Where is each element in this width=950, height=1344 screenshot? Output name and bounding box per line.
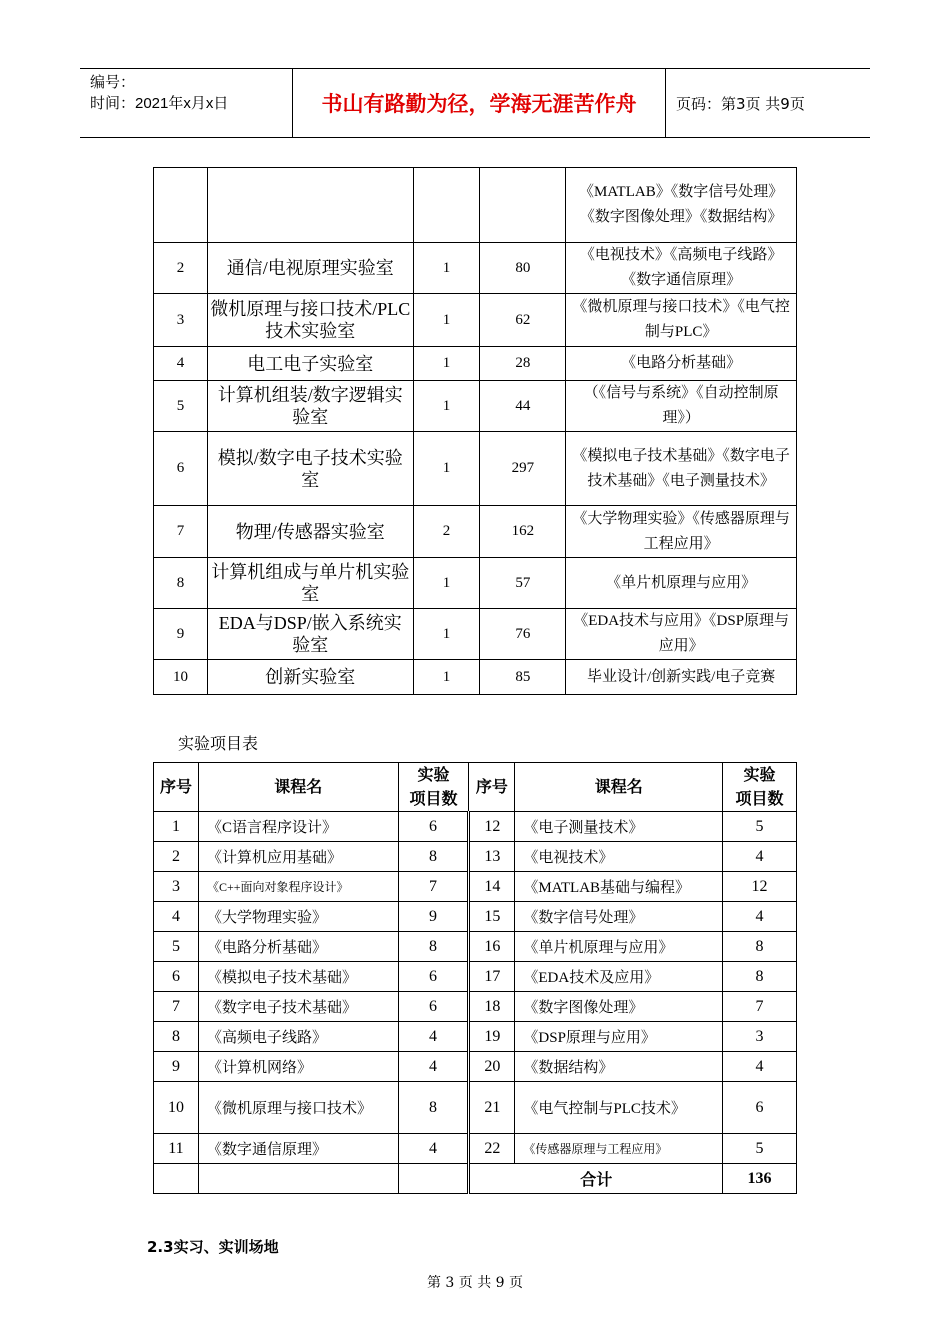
lab-count: 1 — [413, 609, 480, 660]
lab-name: 计算机组装/数字逻辑实验室 — [207, 381, 413, 432]
header-course-2: 课程名 — [515, 763, 723, 812]
lab-no: 10 — [154, 660, 208, 695]
lab-row — [154, 660, 797, 695]
exp-no: 4 — [154, 902, 199, 932]
exp-no: 7 — [154, 992, 199, 1022]
number-label: 编号： — [90, 74, 136, 91]
page-header — [80, 68, 870, 138]
experiment-table-header — [154, 763, 797, 812]
exp-course-2: 《电视技术》 — [515, 842, 723, 872]
exp-no-2: 19 — [469, 1022, 515, 1052]
exp-no: 5 — [154, 932, 199, 962]
experiment-row — [154, 1134, 797, 1164]
lab-name — [207, 168, 413, 243]
exp-no-2: 15 — [469, 902, 515, 932]
experiment-row — [154, 842, 797, 872]
lab-no: 4 — [154, 347, 208, 381]
exp-count: 4 — [398, 1134, 469, 1164]
exp-no: 6 — [154, 962, 199, 992]
lab-name: 计算机组成与单片机实验室 — [207, 558, 413, 609]
exp-count: 6 — [398, 962, 469, 992]
exp-count-2: 7 — [723, 992, 797, 1022]
section-heading: 2.3实习、实训场地 — [147, 1238, 279, 1256]
exp-no-2: 18 — [469, 992, 515, 1022]
exp-count-2: 4 — [723, 1052, 797, 1082]
lab-no: 2 — [154, 243, 208, 294]
lab-name: 模拟/数字电子技术实验室 — [207, 432, 413, 506]
lab-row — [154, 506, 797, 558]
lab-seats: 76 — [480, 609, 566, 660]
experiment-row — [154, 1022, 797, 1052]
lab-row — [154, 609, 797, 660]
lab-name: 创新实验室 — [207, 660, 413, 695]
lab-name: 通信/电视原理实验室 — [207, 243, 413, 294]
exp-no-2: 16 — [469, 932, 515, 962]
exp-count-2: 5 — [723, 1134, 797, 1164]
lab-seats: 162 — [480, 506, 566, 558]
lab-count: 1 — [413, 660, 480, 695]
exp-course: 《模拟电子技术基础》 — [198, 962, 398, 992]
exp-course: 《数字通信原理》 — [198, 1134, 398, 1164]
header-meta — [80, 69, 293, 137]
exp-course: 《C++面向对象程序设计》 — [198, 872, 398, 902]
exp-count: 8 — [398, 842, 469, 872]
exp-no-2: 20 — [469, 1052, 515, 1082]
experiment-table — [153, 762, 797, 1194]
lab-count: 1 — [413, 558, 480, 609]
exp-count: 6 — [398, 812, 469, 842]
lab-no: 3 — [154, 294, 208, 347]
exp-count-2: 8 — [723, 932, 797, 962]
time-label: 时间：2021年x月x日 — [90, 95, 229, 112]
exp-no-2: 21 — [469, 1082, 515, 1134]
lab-name: 微机原理与接口技术/PLC技术实验室 — [207, 294, 413, 347]
total-label: 合计 — [469, 1164, 723, 1194]
exp-count-2: 12 — [723, 872, 797, 902]
lab-no — [154, 168, 208, 243]
lab-row — [154, 347, 797, 381]
lab-courses: 《单片机原理与应用》 — [566, 558, 797, 609]
lab-no: 8 — [154, 558, 208, 609]
lab-courses: 《EDA技术与应用》《DSP原理与应用》 — [566, 609, 797, 660]
experiment-row — [154, 812, 797, 842]
lab-seats — [480, 168, 566, 243]
exp-count-2: 6 — [723, 1082, 797, 1134]
exp-course-2: 《数据结构》 — [515, 1052, 723, 1082]
lab-seats: 28 — [480, 347, 566, 381]
lab-courses: 《模拟电子技术基础》《数字电子技术基础》《电子测量技术》 — [566, 432, 797, 506]
header-count: 实验 项目数 — [398, 763, 469, 812]
lab-courses: 《电视技术》《高频电子线路》《数字通信原理》 — [566, 243, 797, 294]
lab-seats: 44 — [480, 381, 566, 432]
exp-no: 10 — [154, 1082, 199, 1134]
exp-course: 《计算机应用基础》 — [198, 842, 398, 872]
lab-count: 1 — [413, 432, 480, 506]
exp-count-2: 3 — [723, 1022, 797, 1052]
lab-courses: 毕业设计/创新实践/电子竞赛 — [566, 660, 797, 695]
lab-courses: 《电路分析基础》 — [566, 347, 797, 381]
exp-no: 3 — [154, 872, 199, 902]
exp-no-2: 22 — [469, 1134, 515, 1164]
total-row — [154, 1164, 797, 1194]
exp-course: 《高频电子线路》 — [198, 1022, 398, 1052]
exp-no: 11 — [154, 1134, 199, 1164]
page-label: 页码：第3页 共9页 — [676, 94, 805, 113]
lab-no: 6 — [154, 432, 208, 506]
exp-course-2: 《EDA技术及应用》 — [515, 962, 723, 992]
lab-name: EDA与DSP/嵌入系统实验室 — [207, 609, 413, 660]
exp-count-2: 8 — [723, 962, 797, 992]
experiment-row — [154, 932, 797, 962]
exp-no: 2 — [154, 842, 199, 872]
lab-seats: 80 — [480, 243, 566, 294]
exp-course: 《大学物理实验》 — [198, 902, 398, 932]
experiment-table-caption: 实验项目表 — [178, 734, 259, 753]
lab-table — [153, 167, 797, 695]
motto: 书山有路勤为径，学海无涯苦作舟 — [293, 69, 666, 137]
exp-course-2: 《MATLAB基础与编程》 — [515, 872, 723, 902]
lab-count: 1 — [413, 294, 480, 347]
exp-count: 9 — [398, 902, 469, 932]
lab-row — [154, 294, 797, 347]
exp-course: 《电路分析基础》 — [198, 932, 398, 962]
exp-no-2: 12 — [469, 812, 515, 842]
experiment-row — [154, 1082, 797, 1134]
lab-row — [154, 243, 797, 294]
lab-name: 电工电子实验室 — [207, 347, 413, 381]
header-no-2: 序号 — [469, 763, 515, 812]
experiment-row — [154, 872, 797, 902]
exp-course: 《微机原理与接口技术》 — [198, 1082, 398, 1134]
exp-course-2: 《传感器原理与工程应用》 — [515, 1134, 723, 1164]
exp-no-2: 17 — [469, 962, 515, 992]
exp-course-2: 《DSP原理与应用》 — [515, 1022, 723, 1052]
experiment-row — [154, 992, 797, 1022]
lab-seats: 85 — [480, 660, 566, 695]
lab-seats: 62 — [480, 294, 566, 347]
experiment-row — [154, 1052, 797, 1082]
exp-count-2: 5 — [723, 812, 797, 842]
exp-count: 4 — [398, 1052, 469, 1082]
lab-count: 1 — [413, 243, 480, 294]
lab-row — [154, 432, 797, 506]
lab-no: 7 — [154, 506, 208, 558]
page-footer: 第 3 页 共 9 页 — [426, 1275, 524, 1291]
exp-count: 6 — [398, 992, 469, 1022]
lab-no: 5 — [154, 381, 208, 432]
exp-no: 9 — [154, 1052, 199, 1082]
exp-course: 《数字电子技术基础》 — [198, 992, 398, 1022]
lab-count: 2 — [413, 506, 480, 558]
header-no: 序号 — [154, 763, 199, 812]
lab-seats: 297 — [480, 432, 566, 506]
exp-course-2: 《电气控制与PLC技术》 — [515, 1082, 723, 1134]
exp-no-2: 13 — [469, 842, 515, 872]
exp-no: 8 — [154, 1022, 199, 1052]
lab-row — [154, 168, 797, 243]
lab-count — [413, 168, 480, 243]
exp-count: 7 — [398, 872, 469, 902]
exp-course: 《计算机网络》 — [198, 1052, 398, 1082]
exp-count-2: 4 — [723, 902, 797, 932]
lab-row — [154, 558, 797, 609]
lab-courses: 《微机原理与接口技术》《电气控制与PLC》 — [566, 294, 797, 347]
lab-no: 9 — [154, 609, 208, 660]
lab-count: 1 — [413, 381, 480, 432]
lab-row — [154, 381, 797, 432]
exp-count: 8 — [398, 1082, 469, 1134]
lab-name: 物理/传感器实验室 — [207, 506, 413, 558]
lab-courses: （《信号与系统》《自动控制原理》） — [566, 381, 797, 432]
lab-count: 1 — [413, 347, 480, 381]
exp-course-2: 《数字图像处理》 — [515, 992, 723, 1022]
header-count-2: 实验 项目数 — [723, 763, 797, 812]
experiment-row — [154, 962, 797, 992]
exp-no: 1 — [154, 812, 199, 842]
exp-count: 4 — [398, 1022, 469, 1052]
header-course: 课程名 — [198, 763, 398, 812]
exp-no-2: 14 — [469, 872, 515, 902]
exp-count: 8 — [398, 932, 469, 962]
lab-seats: 57 — [480, 558, 566, 609]
exp-course-2: 《数字信号处理》 — [515, 902, 723, 932]
exp-count-2: 4 — [723, 842, 797, 872]
exp-course: 《C语言程序设计》 — [198, 812, 398, 842]
lab-courses: 《MATLAB》《数字信号处理》《数字图像处理》《数据结构》 — [566, 168, 797, 243]
experiment-row — [154, 902, 797, 932]
exp-course-2: 《电子测量技术》 — [515, 812, 723, 842]
total-value: 136 — [723, 1164, 797, 1194]
exp-course-2: 《单片机原理与应用》 — [515, 932, 723, 962]
lab-courses: 《大学物理实验》《传感器原理与工程应用》 — [566, 506, 797, 558]
